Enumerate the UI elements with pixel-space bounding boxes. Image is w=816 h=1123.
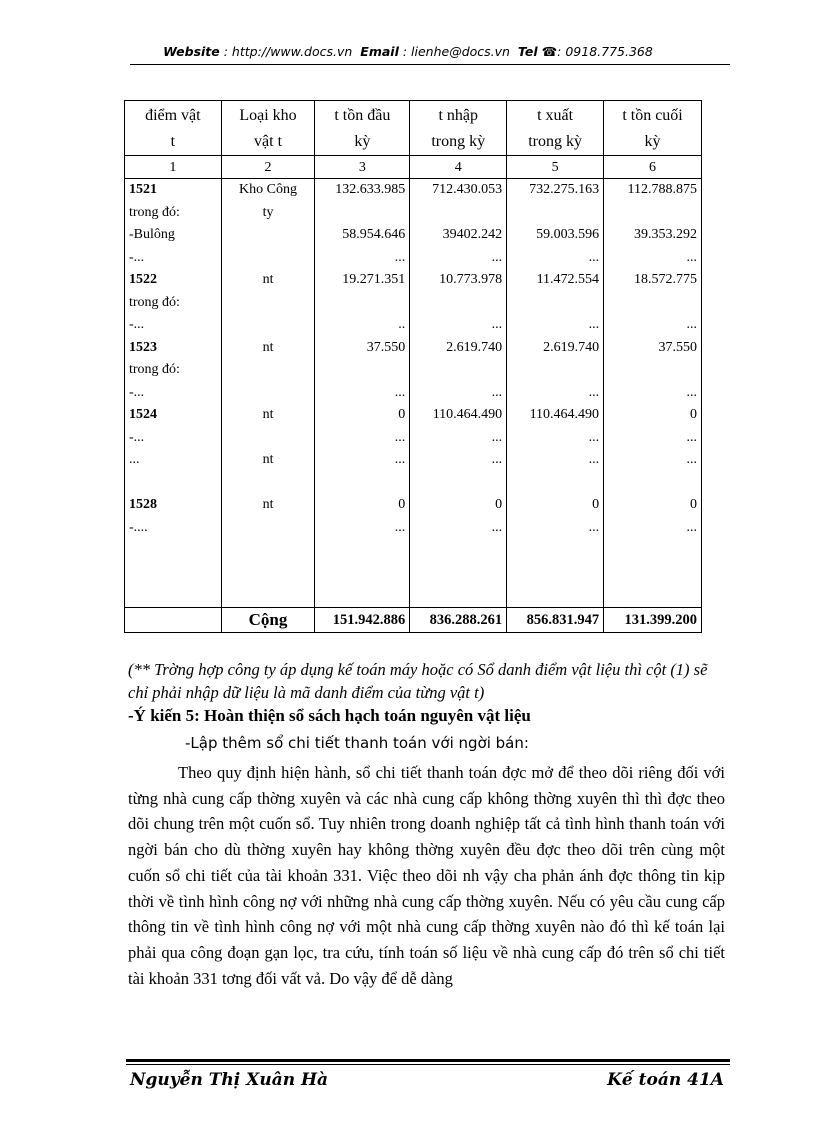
table-cell: 0 [315,494,410,517]
table-row [125,449,702,472]
table-cell: trong đó: [125,359,222,382]
table-cell: nt [221,337,315,360]
table-row [125,292,702,315]
table-row [125,337,702,360]
table-row [125,584,702,607]
email-value: : lienhe@docs.vn [402,44,510,59]
page-header [0,44,816,59]
table-cell: ... [410,517,507,540]
table-cell [315,584,410,607]
table-cell: -... [125,382,222,405]
table-cell: 110.464.490 [507,404,604,427]
phone-icon: ☎ [541,44,558,59]
table-cell: 0 [604,494,702,517]
table-row [125,382,702,405]
table-cell: trong đó: [125,202,222,225]
section-subheading: -Lập thêm sổ chi tiết thanh toán với ngời bán: [185,734,529,752]
column-number-row [125,156,702,179]
table-cell [410,292,507,315]
table-cell: ... [315,427,410,450]
table-cell: nt [221,404,315,427]
table-cell: ... [604,517,702,540]
table-cell: ... [315,382,410,405]
table-row [125,269,702,292]
column-number: 3 [315,156,410,179]
table-cell: -... [125,247,222,270]
table-cell [410,202,507,225]
table-cell: .. [315,314,410,337]
table-cell [604,292,702,315]
footer-rule-thick [126,1059,730,1062]
table-cell: 0 [604,404,702,427]
total-label: Cộng [221,607,315,632]
column-number: 1 [125,156,222,179]
table-cell: ... [507,427,604,450]
table-cell [604,202,702,225]
header-rule [130,64,730,65]
table-cell [507,562,604,585]
table-row [125,539,702,562]
table-cell [604,539,702,562]
material-ledger-table [124,100,702,633]
table-cell [315,539,410,562]
table-cell [221,517,315,540]
table-cell: 2.619.740 [507,337,604,360]
table-cell: 1528 [125,494,222,517]
table-cell: 112.788.875 [604,179,702,202]
table-cell: 37.550 [604,337,702,360]
paragraph-text: Theo quy định hiện hành, sổ chi tiết thanh toán đợc mở để theo dõi riêng đối với từng nhà cung cấp thờng xuyên và các nhà cung cấp không thờng xuyên thì thì đợc theo dõi chung trên một cuốn sổ. Tuy nhiên trong doanh nghiệp tất cả tình hình thanh toán với ngời bán cho dù thờng xuyên hay không thờng xuyên đều đợc theo dõi trên cùng một cuốn sổ chi tiết của tài khoản 331. Việc theo dõi nh vậy cha phản ánh đợc thông tin kịp thời về tình hình công nợ với những nhà cung cấp thờng xuyên. Nếu có yêu cầu cung cấp thông tin về tình hình công nợ với một nhà cung cấp thờng xuyên nào đó thì kế toán lại phải qua công đoạn gạn lọc, tra cứu, tính toán số liệu về nhà cung cấp đó trên sổ chi tiết tài khoản 331 tơng đối vất vả. Do vậy để dễ dàng [128,763,725,988]
column-header-line: t nhập [438,107,478,124]
table-cell [221,224,315,247]
footer-author: Nguyễn Thị Xuân Hà [130,1070,329,1090]
table-cell [221,584,315,607]
table-cell: 59.003.596 [507,224,604,247]
table-row [125,314,702,337]
table-cell: 11.472.554 [507,269,604,292]
table-cell: 2.619.740 [410,337,507,360]
table-cell: 712.430.053 [410,179,507,202]
table-cell: ... [507,449,604,472]
column-header-line: t [170,133,176,150]
table-cell: ... [507,382,604,405]
table-cell [221,247,315,270]
table-cell [221,472,315,495]
table-cell [221,539,315,562]
table-cell [410,539,507,562]
total-opening: 151.942.886 [315,607,410,632]
table-cell: 732.275.163 [507,179,604,202]
table-cell: ... [315,449,410,472]
column-number: 6 [604,156,702,179]
total-row [125,607,702,632]
column-header-1 [125,101,222,156]
table-cell: 1524 [125,404,222,427]
table-cell: 110.464.490 [410,404,507,427]
table-cell [315,292,410,315]
column-number: 5 [507,156,604,179]
table-row [125,472,702,495]
table-cell [315,472,410,495]
table-cell: 0 [410,494,507,517]
table-cell: 39402.242 [410,224,507,247]
table-cell: ... [315,247,410,270]
table-cell [507,359,604,382]
table-cell: 0 [315,404,410,427]
table-cell: 37.550 [315,337,410,360]
table-cell: 19.271.351 [315,269,410,292]
table-row [125,427,702,450]
table-cell: trong đó: [125,292,222,315]
table-row [125,494,702,517]
table-cell [410,584,507,607]
table-cell: Kho Công [221,179,315,202]
table-cell: 132.633.985 [315,179,410,202]
footer-rule-thin [126,1064,730,1065]
column-header-line: t xuất [537,107,574,124]
table-cell [315,562,410,585]
table-cell [221,382,315,405]
table-row [125,224,702,247]
table-cell: ... [507,247,604,270]
table-cell: ... [315,517,410,540]
table-cell: 10.773.978 [410,269,507,292]
table-cell: -... [125,427,222,450]
table-row [125,517,702,540]
table-cell [410,472,507,495]
table-cell: ... [125,449,222,472]
table-cell [125,562,222,585]
table-cell: ... [410,247,507,270]
table-cell: -... [125,314,222,337]
section-heading: -Ý kiến 5: Hoàn thiện sổ sách hạch toán nguyên vật liệu [128,706,531,725]
column-header-line: t tồn đầu [334,107,391,124]
table-cell: 39.353.292 [604,224,702,247]
table-cell [125,539,222,562]
table-cell [604,359,702,382]
tel-label: Tel [517,44,538,59]
table-cell [507,539,604,562]
table-cell [604,584,702,607]
column-number: 4 [410,156,507,179]
table-cell: ... [410,449,507,472]
column-header-5 [507,101,604,156]
email-label: Email [360,44,399,59]
column-header-line: điểm vật [145,107,201,124]
column-header-line: vật t [254,133,283,150]
table-cell: ... [507,314,604,337]
table-row [125,247,702,270]
table-cell [507,472,604,495]
body-paragraph [128,760,725,991]
table-cell [221,292,315,315]
footnote: (** Trờng hợp công ty áp dụng kế toán máy hoặc có Sổ danh điểm vật liệu thì cột (1) sẽ chỉ phải nhập dữ liệu là mã danh điểm của từng vật t) [128,660,708,702]
column-header-2 [221,101,315,156]
table-header-row [125,101,702,156]
tel-value: : 0918.775.368 [557,44,653,59]
table-cell: 1521 [125,179,222,202]
table-row [125,179,702,202]
table-cell: ... [410,382,507,405]
table-cell: ... [604,427,702,450]
total-out: 856.831.947 [507,607,604,632]
footer-class: Kế toán 41A [607,1070,724,1090]
table-cell: nt [221,449,315,472]
column-header-line: trong kỳ [431,133,486,150]
table-cell [507,292,604,315]
table-cell: ... [507,517,604,540]
column-header-line: Loại kho [239,107,297,124]
table-cell: 58.954.646 [315,224,410,247]
column-header-line: trong kỳ [528,133,582,150]
table-row [125,404,702,427]
table-cell [410,359,507,382]
table-cell [604,562,702,585]
website-value: : http://www.docs.vn [223,44,353,59]
table-cell [507,202,604,225]
table-cell [221,427,315,450]
table-cell [604,472,702,495]
table-cell: ty [221,202,315,225]
table-cell: 1522 [125,269,222,292]
table-row [125,359,702,382]
column-header-line: t tồn cuối [622,107,683,124]
table-cell [125,472,222,495]
column-header-3 [315,101,410,156]
table-cell [221,359,315,382]
table-cell: -Bulông [125,224,222,247]
table-cell: nt [221,269,315,292]
table-cell: nt [221,494,315,517]
table-cell [315,202,410,225]
table-cell: ... [604,449,702,472]
table-cell: ... [604,382,702,405]
table-row [125,562,702,585]
column-header-line: kỳ [354,133,371,150]
website-label: Website [163,44,220,59]
table-cell [315,359,410,382]
total-cell-empty [125,607,222,632]
table-row [125,202,702,225]
table-cell: ... [410,427,507,450]
total-closing: 131.399.200 [604,607,702,632]
table-cell: 18.572.775 [604,269,702,292]
table-cell [125,584,222,607]
column-header-6 [604,101,702,156]
table-cell [507,584,604,607]
column-header-4 [410,101,507,156]
column-number: 2 [221,156,315,179]
table-cell: 1523 [125,337,222,360]
table-cell: ... [604,314,702,337]
table-cell: ... [604,247,702,270]
table-cell [410,562,507,585]
table-cell [221,314,315,337]
total-in: 836.288.261 [410,607,507,632]
table-cell: ... [410,314,507,337]
table-cell: 0 [507,494,604,517]
table-cell: -.... [125,517,222,540]
table-cell [221,562,315,585]
column-header-line: kỳ [644,133,661,150]
